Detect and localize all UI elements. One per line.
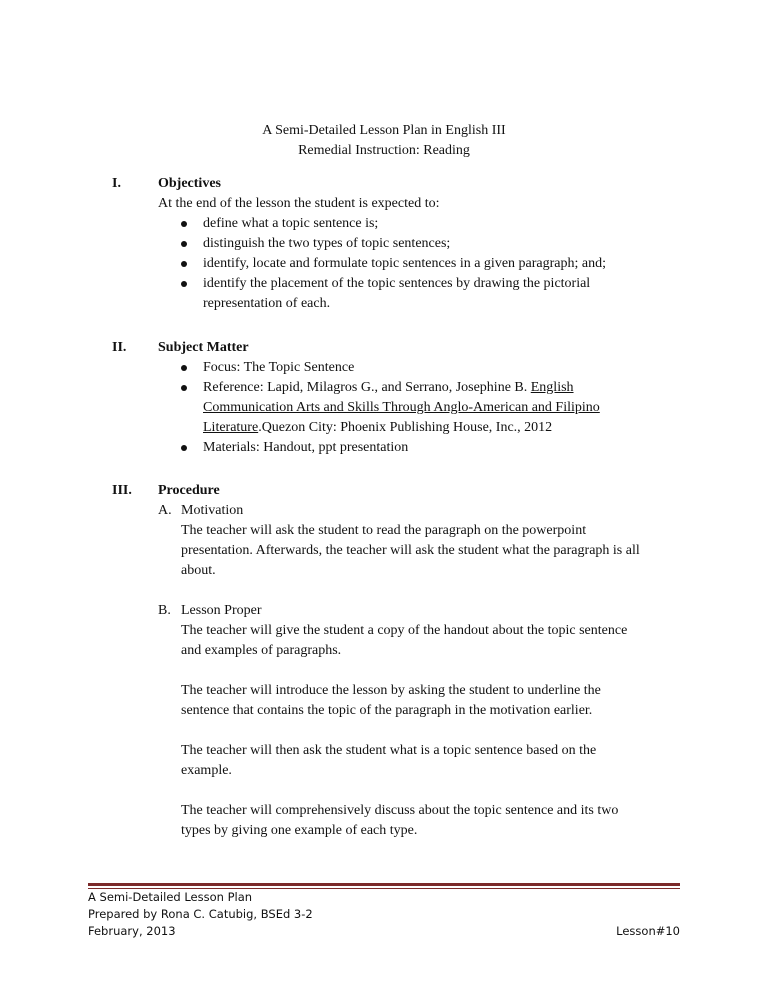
step-letter: B. xyxy=(158,603,171,618)
list-item: identify, locate and formulate topic sentences in a given paragraph; and; xyxy=(158,254,688,274)
list-item: define what a topic sentence is; xyxy=(158,214,688,234)
bullet-icon xyxy=(181,241,187,247)
bullet-icon xyxy=(181,281,187,287)
objectives-list xyxy=(158,214,688,314)
step-letter: A. xyxy=(158,503,172,518)
subject-matter-heading: Subject Matter xyxy=(158,340,249,355)
reference-title: English xyxy=(530,380,574,395)
list-item: identify the placement of the topic sentences by drawing the pictorial representation of each. xyxy=(158,274,688,314)
objectives-intro: At the end of the lesson the student is expected to: xyxy=(158,196,440,211)
bullet-icon xyxy=(181,365,187,371)
subject-matter-list xyxy=(158,358,688,458)
procedure-step-b: B. Lesson Proper The teacher will give the student a copy of the handout about the topic sentence and examples of paragraphs. The teacher will introduce the lesson by asking the student to underline the sentence that contains the topic of the paragraph in the motivation earlier. The teacher will then ask the student what is a topic sentence based on the example. The teacher will comprehensively discuss about the topic sentence and its two types by giving one example of each type. xyxy=(158,601,688,841)
procedure-heading: Procedure xyxy=(158,483,220,498)
lesson-number: Lesson#10 xyxy=(616,924,680,938)
bullet-icon xyxy=(181,445,187,451)
footer-divider xyxy=(88,883,680,886)
reference-item: Reference: Lapid, Milagros G., and Serrano, Josephine B. English Communication Arts and Skills Through Anglo-American and Filipino Literature.Quezon City: Phoenix Publishing House, Inc., 2012 xyxy=(158,378,688,438)
subject-matter-numeral: II. xyxy=(112,340,127,355)
list-item: Focus: The Topic Sentence xyxy=(158,358,688,378)
title-line-1: A Semi-Detailed Lesson Plan in English III xyxy=(262,123,506,138)
bullet-icon xyxy=(181,261,187,267)
list-item: Materials: Handout, ppt presentation xyxy=(158,438,688,458)
title-line-2: Remedial Instruction: Reading xyxy=(298,143,470,158)
objectives-heading: Objectives xyxy=(158,176,221,191)
bullet-icon xyxy=(181,221,187,227)
procedure-step-a: A. Motivation The teacher will ask the student to read the paragraph on the powerpoint presentation. Afterwards, the teacher will ask the student what the paragraph is all about. xyxy=(158,501,688,581)
footer-line-3: February, 2013 xyxy=(88,924,176,938)
list-item: distinguish the two types of topic sentences; xyxy=(158,234,688,254)
objectives-numeral: I. xyxy=(112,176,121,191)
page-footer xyxy=(88,889,680,940)
document-title xyxy=(0,121,768,161)
step-title: Motivation xyxy=(181,503,244,518)
procedure-numeral: III. xyxy=(112,483,132,498)
footer-line-1: A Semi-Detailed Lesson Plan xyxy=(88,890,253,904)
footer-line-2: Prepared by Rona C. Catubig, BSEd 3-2 xyxy=(88,907,313,921)
bullet-icon xyxy=(181,385,187,391)
step-title: Lesson Proper xyxy=(181,603,262,618)
